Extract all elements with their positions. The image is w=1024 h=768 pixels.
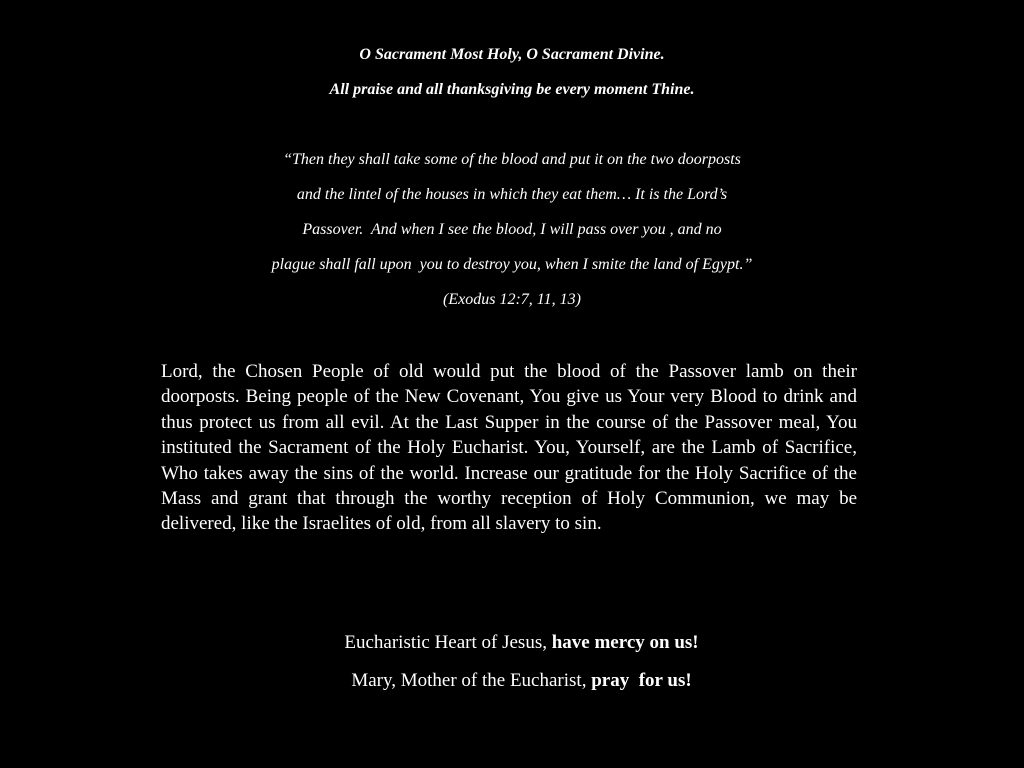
closing-line-2-prefix: Mary, Mother of the Eucharist, — [351, 670, 592, 691]
closing-line-2-response: pray for us! — [591, 670, 692, 691]
scripture-line-2: and the lintel of the houses in which they eat them… It is the Lord’s — [296, 186, 728, 203]
heading-line-1: O Sacrament Most Holy, O Sacrament Divine. — [359, 46, 665, 63]
scripture-line-3: Passover. And when I see the blood, I will pass over you , and no — [302, 221, 722, 238]
scripture-reference: (Exodus 12:7, 11, 13) — [443, 291, 581, 308]
closing-line-1-response: have mercy on us! — [551, 632, 699, 653]
scripture-line-1: “Then they shall take some of the blood and put it on the two doorposts — [283, 151, 741, 168]
closing-line-1-prefix: Eucharistic Heart of Jesus, — [344, 632, 552, 653]
closing-line-2 — [0, 648, 1024, 714]
scripture-line-4: plague shall fall upon you to destroy you, when I smite the land of Egypt.” — [271, 256, 753, 273]
prayer-paragraph: Lord, the Chosen People of old would put the blood of the Passover lamb on their doorposts. Being people of the New Covenant, You give us Your very Blood to drink and thus protect us from all evil. At the Last Supper in the course of the Passover meal, You instituted the Sacrament of the Holy Eucharist. You, Yourself, are the Lamb of Sacrifice, Who takes away the sins of the world. Increase our gratitude for the Holy Sacrifice of the Mass and grant that through the worthy reception of Holy Communion, we may be delivered, like the Israelites of old, from all slavery to sin. — [161, 361, 857, 535]
heading-line-2: All praise and all thanksgiving be every moment Thine. — [329, 81, 695, 98]
